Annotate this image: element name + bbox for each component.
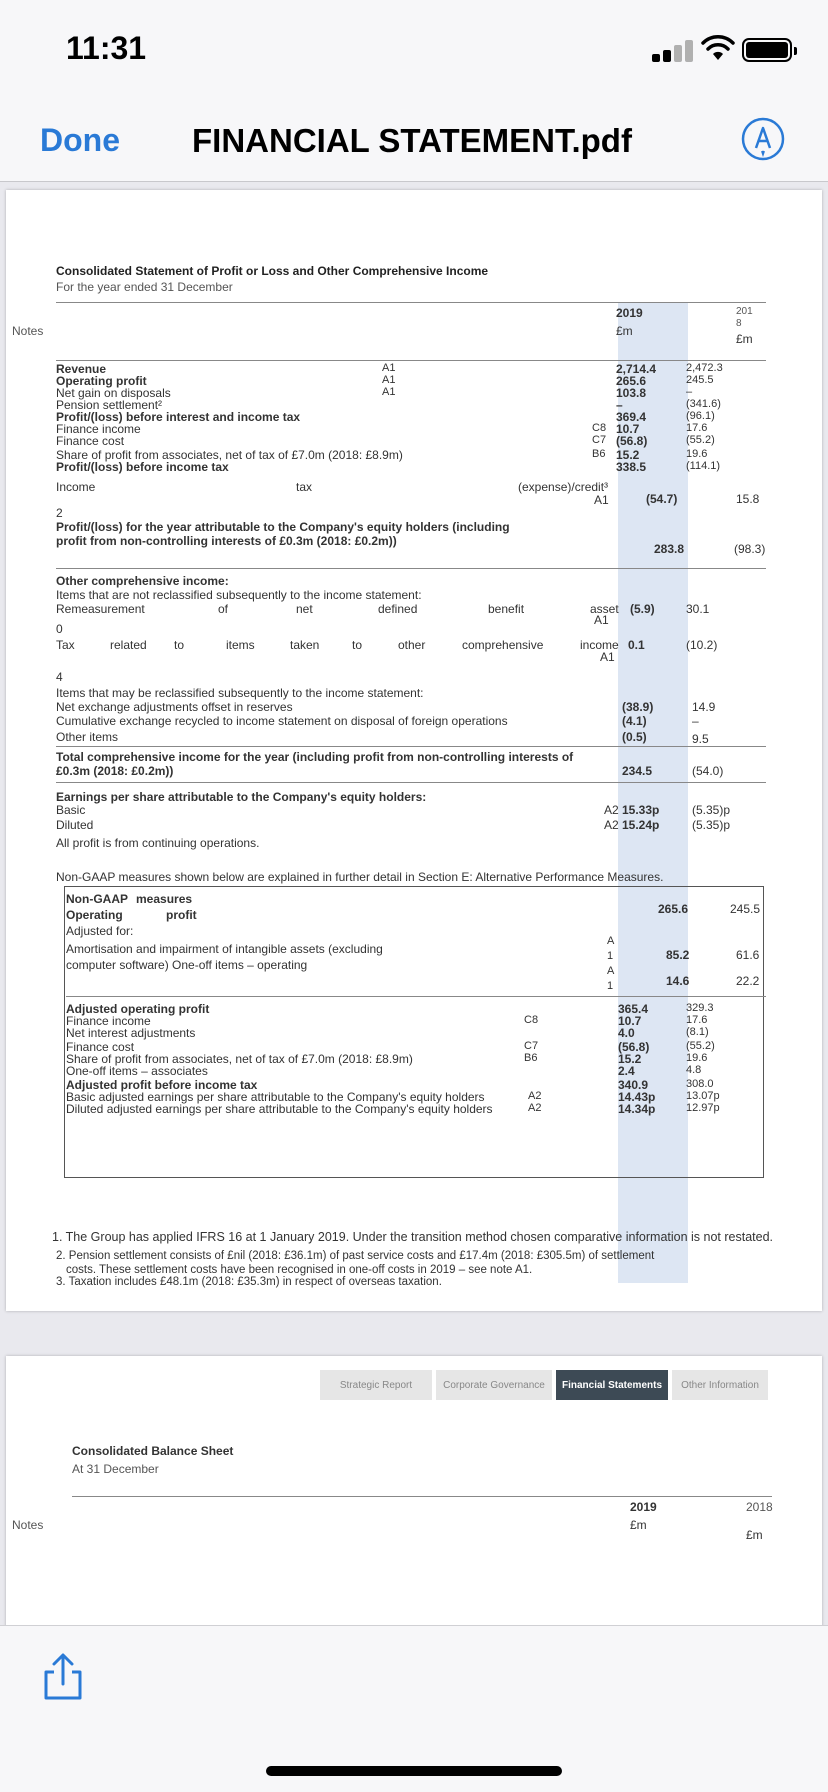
row-value-2018: (55.2) [686, 434, 715, 446]
remeasure-word: of [218, 602, 229, 616]
row-value-2018: (96.1) [686, 410, 715, 422]
row-value-2018: 2,472.3 [686, 362, 723, 374]
pdf-viewer[interactable] [0, 182, 828, 1625]
unit-2019: £m [616, 324, 633, 338]
adj-row-2018: 308.0 [686, 1078, 714, 1090]
profit-2018: (98.3) [734, 542, 766, 556]
divider [72, 1496, 772, 1497]
bs-unit-2018: £m [746, 1528, 763, 1542]
taxrel-extra: 4 [56, 670, 63, 684]
income-tax-b: tax [296, 480, 313, 494]
nav-bar [0, 100, 828, 182]
adj-row-note: A2 [528, 1102, 542, 1114]
adj-row-label: Share of profit from associates, net of tax of £7.0m (2018: £8.9m) [66, 1052, 413, 1066]
adj-row-label: Finance cost [66, 1040, 135, 1054]
amort-2018: 61.6 [736, 948, 760, 962]
adj-row-note: A2 [528, 1090, 542, 1102]
done-button[interactable]: Done [40, 122, 120, 158]
notes-label: Notes [12, 324, 44, 338]
status-time: 11:31 [66, 30, 147, 66]
adj-row-2019: 2.4 [618, 1064, 635, 1078]
cumex-2019: (4.1) [622, 714, 647, 728]
pdf-page-1 [6, 190, 822, 1311]
adjusted-for: Adjusted for: [66, 924, 134, 938]
tab-strategic-report[interactable]: Strategic Report [320, 1370, 432, 1400]
row-note: B6 [592, 448, 606, 460]
income-tax-2019: (54.7) [646, 492, 678, 506]
oneoff-2018: 22.2 [736, 974, 760, 988]
tab-other-information[interactable]: Other Information [672, 1370, 768, 1400]
row-note: C8 [592, 422, 607, 434]
income-tax-2018: 15.8 [736, 492, 760, 506]
home-indicator [266, 1766, 562, 1776]
footnote-1: 1. The Group has applied IFRS 16 at 1 January 2019. Under the transition method chosen comparative information is not restated. [52, 1230, 774, 1244]
adj-row-2018: (55.2) [686, 1040, 715, 1052]
footnote-2: 2. Pension settlement consists of £nil (2018: £36.1m) of past service costs and £17.4m (2018: £305.5m) of settlement [56, 1250, 655, 1262]
row-label: Share of profit from associates, net of tax of £7.0m (2018: £8.9m) [56, 448, 403, 462]
taxrel-2018: (10.2) [686, 638, 718, 652]
other-2019: (0.5) [622, 730, 647, 744]
adj-row-note: B6 [524, 1052, 538, 1064]
taxrel-word: income [580, 638, 619, 652]
bs-col-2018: 2018 [746, 1500, 773, 1514]
adj-row-label: Net interest adjustments [66, 1026, 196, 1040]
remeasure-2019: (5.9) [630, 602, 655, 616]
adj-row-note: C7 [524, 1040, 539, 1052]
row-value-2019: 15.2 [616, 448, 640, 462]
amort-notes: A 1 A 1 [607, 935, 615, 992]
ng-op-2: profit [166, 908, 197, 922]
amort-2019: 85.2 [666, 948, 690, 962]
row-value-2019: (56.8) [616, 434, 648, 448]
adj-row-2019: 365.4 [618, 1002, 649, 1016]
row-value-2019: 2,714.4 [616, 362, 657, 376]
adj-row-2018: (8.1) [686, 1026, 709, 1038]
row-label: Profit/(loss) before interest and income tax [56, 410, 301, 424]
unit-2018: £m [736, 332, 753, 346]
continuing-ops: All profit is from continuing operations. [56, 836, 260, 850]
remeasure-2018: 30.1 [686, 602, 710, 616]
row-value-2019: 103.8 [616, 386, 647, 400]
profit-2019: 283.8 [654, 542, 685, 556]
diluted-label: Diluted [56, 818, 94, 832]
oci-heading: Other comprehensive income: [56, 574, 229, 588]
statement-subheading: For the year ended 31 December [56, 280, 233, 294]
taxrel-word: to [174, 638, 185, 652]
taxrel-note: A1 [600, 650, 615, 664]
cumex-label: Cumulative exchange recycled to income statement on disposal of foreign operations [56, 714, 508, 728]
row-note: A1 [382, 374, 396, 386]
ng-head-1: Non-GAAP [66, 892, 128, 906]
notes-label: Notes [12, 1518, 44, 1532]
total-line-2: £0.3m (2018: £0.2m)) [56, 764, 174, 778]
adj-row-2018: 4.8 [686, 1064, 702, 1076]
amort-line-2: computer software) One-off items – operating [66, 958, 308, 972]
balance-heading: Consolidated Balance Sheet [72, 1444, 234, 1458]
divider [56, 360, 766, 361]
wifi-icon [700, 34, 736, 62]
taxrel-word: to [352, 638, 363, 652]
statement-heading: Consolidated Statement of Profit or Loss and Other Comprehensive Income [56, 264, 489, 278]
adj-row-label: Adjusted operating profit [66, 1002, 210, 1016]
income-tax-extra: 2 [56, 506, 63, 520]
row-value-2018: (114.1) [686, 460, 721, 472]
amort-line-1: Amortisation and impairment of intangible assets (excluding [66, 942, 383, 956]
adj-row-2018: 12.97p [686, 1102, 720, 1114]
row-value-2018: 17.6 [686, 422, 708, 434]
taxrel-word: other [398, 638, 426, 652]
row-label: Revenue [56, 362, 107, 376]
ng-op-1: Operating [66, 908, 123, 922]
diluted-2019: 15.24p [622, 818, 660, 832]
oci-sub: Items that are not reclassified subsequently to the income statement: [56, 588, 422, 602]
remeasure-word: benefit [488, 602, 525, 616]
cellular-signal-icon [652, 38, 694, 62]
row-value-2018: – [686, 386, 693, 398]
netex-2019: (38.9) [622, 700, 654, 714]
row-note: C7 [592, 434, 607, 446]
taxrel-word: comprehensive [462, 638, 544, 652]
col-2018: 201 8 [736, 306, 753, 329]
adj-row-2018: 17.6 [686, 1014, 708, 1026]
row-label: Pension settlement² [56, 398, 163, 412]
adj-row-2018: 19.6 [686, 1052, 708, 1064]
tab-financial-statements[interactable]: Financial Statements [556, 1370, 668, 1400]
diluted-note: A2 [604, 818, 619, 832]
ng-head-2: measures [136, 892, 193, 906]
adj-row-label: Diluted adjusted earnings per share attributable to the Company's equity holders [66, 1102, 493, 1116]
total-2018: (54.0) [692, 764, 724, 778]
divider [56, 302, 766, 303]
remeasure-note: A1 [594, 613, 609, 627]
bs-col-2019: 2019 [630, 1500, 657, 1514]
row-note: A1 [382, 386, 396, 398]
balance-subheading: At 31 December [72, 1462, 159, 1476]
adj-row-2019: 10.7 [618, 1014, 642, 1028]
remeasure-word: defined [378, 602, 418, 616]
row-value-2018: 19.6 [686, 448, 708, 460]
remeasure-word: Remeasurement [56, 602, 145, 616]
other-2018: 9.5 [692, 732, 709, 746]
oneoff-2019: 14.6 [666, 974, 690, 988]
nongaap-intro: Non-GAAP measures shown below are explained in further detail in Section E: Alternative Performance Measures. [56, 870, 664, 884]
row-label: Operating profit [56, 374, 147, 388]
adj-row-2019: 4.0 [618, 1026, 635, 1040]
netex-2018: 14.9 [692, 700, 716, 714]
col-2019: 2019 [616, 306, 643, 320]
profit-line-2: profit from non-controlling interests of £0.3m (2018: £0.2m)) [56, 534, 397, 548]
adj-row-2018: 13.07p [686, 1090, 720, 1102]
tab-corporate-governance[interactable]: Corporate Governance [436, 1370, 552, 1400]
row-note: A1 [382, 362, 396, 374]
pdf-page-2 [6, 1356, 822, 1625]
footnote-3: 3. Taxation includes £48.1m (2018: £35.3m) in respect of overseas taxation. [56, 1276, 442, 1288]
netex-label: Net exchange adjustments offset in reserves [56, 700, 293, 714]
row-value-2019: – [616, 398, 623, 412]
basic-2019: 15.33p [622, 803, 660, 817]
income-tax-note: A1 [594, 493, 609, 507]
basic-2018: (5.35)p [692, 803, 731, 817]
document-title: FINANCIAL STATEMENT.pdf [192, 122, 632, 159]
bs-unit-2019: £m [630, 1518, 647, 1532]
adj-row-label: Adjusted profit before income tax [66, 1078, 258, 1092]
row-label: Finance income [56, 422, 141, 436]
adj-row-label: Finance income [66, 1014, 151, 1028]
divider [66, 996, 766, 997]
adj-row-label: Basic adjusted earnings per share attributable to the Company's equity holders [66, 1090, 485, 1104]
row-label: Profit/(loss) before income tax [56, 460, 229, 474]
adj-row-2019: 14.34p [618, 1102, 656, 1116]
taxrel-word: items [226, 638, 255, 652]
row-value-2019: 369.4 [616, 410, 647, 424]
taxrel-word: taken [290, 638, 320, 652]
row-value-2019: 338.5 [616, 460, 647, 474]
row-value-2019: 10.7 [616, 422, 640, 436]
row-value-2018: 245.5 [686, 374, 714, 386]
cumex-2018: – [692, 714, 699, 728]
row-label: Net gain on disposals [56, 386, 171, 400]
taxrel-word: related [110, 638, 147, 652]
adj-row-2018: 329.3 [686, 1002, 714, 1014]
row-value-2018: (341.6) [686, 398, 721, 410]
basic-note: A2 [604, 803, 619, 817]
row-value-2019: 265.6 [616, 374, 647, 388]
adj-row-2019: 15.2 [618, 1052, 642, 1066]
adj-row-note: C8 [524, 1014, 539, 1026]
footnote-2b: costs. These settlement costs have been recognised in one-off costs in 2019 – see note A1. [66, 1264, 533, 1276]
status-bar [0, 0, 828, 100]
divider [56, 782, 766, 783]
total-2019: 234.5 [622, 764, 653, 778]
ng-op-2019: 265.6 [658, 902, 689, 916]
taxrel-word: Tax [56, 638, 75, 652]
income-tax-c: (expense)/credit³ [518, 480, 609, 494]
diluted-2018: (5.35)p [692, 818, 731, 832]
ng-op-2018: 245.5 [730, 902, 761, 916]
section-tabs [320, 1370, 768, 1400]
divider [56, 568, 766, 569]
profit-line: Profit/(loss) for the year attributable to the Company's equity holders (including [56, 520, 510, 534]
other-label: Other items [56, 730, 119, 744]
markup-pen-icon[interactable] [740, 116, 786, 162]
divider [56, 746, 766, 747]
share-icon[interactable] [40, 1652, 86, 1702]
remeasure-word: asset [590, 602, 619, 616]
taxrel-2019: 0.1 [628, 638, 645, 652]
income-tax-a: Income [56, 480, 96, 494]
reclass-label: Items that may be reclassified subsequently to the income statement: [56, 686, 424, 700]
total-line: Total comprehensive income for the year (including profit from non-controlling interests of [56, 750, 574, 764]
remeasure-word: net [296, 602, 313, 616]
basic-label: Basic [56, 803, 86, 817]
adj-row-2019: 340.9 [618, 1078, 649, 1092]
battery-icon [742, 38, 792, 62]
adj-row-2019: (56.8) [618, 1040, 650, 1054]
adj-row-2019: 14.43p [618, 1090, 656, 1104]
row-label: Finance cost [56, 434, 125, 448]
adj-row-label: One-off items – associates [66, 1064, 208, 1078]
remeasure-extra: 0 [56, 622, 63, 636]
eps-heading: Earnings per share attributable to the Company's equity holders: [56, 790, 427, 804]
